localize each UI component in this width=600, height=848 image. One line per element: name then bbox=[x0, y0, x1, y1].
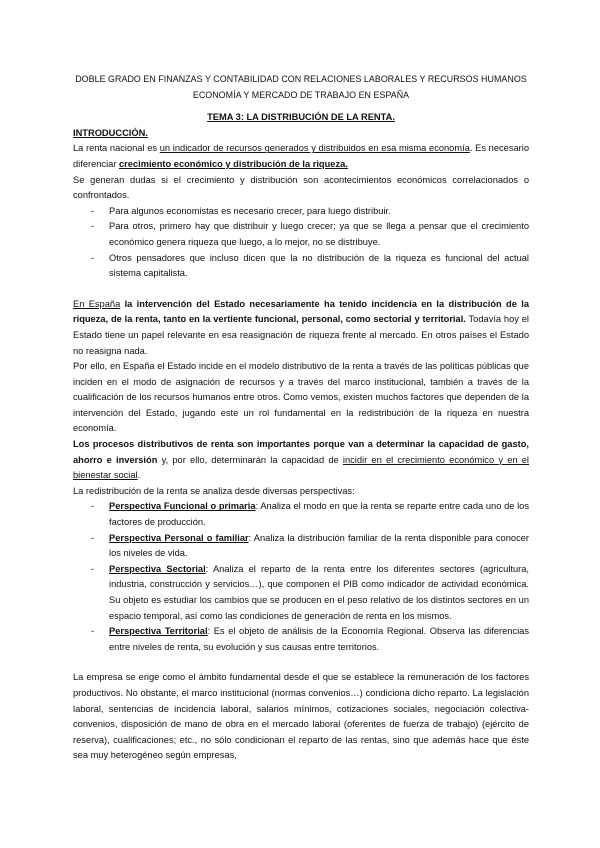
list-item: - Otros pensadores que incluso dicen que la no distribución de la riqueza es funcional del actual sistema capitalista. bbox=[73, 251, 529, 282]
paragraph-procesos bbox=[73, 437, 529, 484]
list-item-sectorial bbox=[73, 562, 529, 624]
bold-text: Los procesos distributivos de renta son importantes porque van a determinar la capacidad de gasto, ahorro e inversión bbox=[73, 439, 529, 465]
opinions-list bbox=[73, 204, 529, 282]
underlined-text: En España bbox=[73, 298, 121, 309]
underlined-text: un indicador de recursos generados y distribuidos en esa misma economía bbox=[159, 143, 470, 154]
text-run: Todavía hoy el Estado tiene un papel relevante en esa reasignación de riqueza frente al mercado. En otros países el Estado no reasigna nada. bbox=[73, 314, 529, 356]
paragraph-empresa: La empresa se erige como el ámbito fundamental desde el que se establece la remuneración de los factores productivos. No obstante, el marco institucional (normas convenios…) condiciona dicho reparto. La legislación laboral, sentencias de incidencia laboral, salarios mínimos, cotizaciones sociales, negociación colectiva-convenios, disposición de mano de obra en el mercado laboral (oferentes de fuerza de trabajo) (ejército de reserva), cualificaciones; etc., no sólo condicionan el reparto de las rentas, sino que además hace que éste sea muy heterogéneo según empresas, bbox=[73, 672, 529, 761]
text-run: . bbox=[137, 470, 141, 481]
paragraph-espana bbox=[73, 297, 529, 359]
definition: : Es el objeto de análisis de la Economía Regional. Observa las diferencias entre niveles de renta, su evolución y sus causas entre territorios. bbox=[109, 626, 529, 652]
paragraph-perspectivas: La redistribución de la renta se analiza desde diversas perspectivas: bbox=[73, 485, 355, 496]
list-item-personal bbox=[73, 531, 529, 562]
definition: : Analiza el modo en que la renta se reparte entre cada uno de los factores de producción. bbox=[109, 501, 530, 528]
paragraph-por-ello: Por ello, en España el Estado incide en el modelo distributivo de la renta a través de las políticas públicas que inciden en el modo de asignación de recursos y a través del marco institucional, también a través de la cualificación de los recursos humanos entre otros. Como vemos, existen muchos factores que dependen de la intervención del Estado, jugando este un rol fundamental en la redistribución de la riqueza en nuestra economía. bbox=[73, 361, 529, 434]
term: Perspectiva Territorial bbox=[109, 626, 208, 637]
list-item: - Para otros, primero hay que distribuir y luego crecer; ya que se llega a pensar que el crecimiento económico genera riqueza que luego, a lo mejor, no se distribuye. bbox=[73, 219, 529, 250]
header-line-1: DOBLE GRADO EN FINANZAS Y CONTABILIDAD CON RELACIONES LABORALES Y RECURSOS HUMANOS bbox=[75, 74, 527, 84]
perspectives-list bbox=[73, 499, 529, 655]
definition: : Analiza la distribución familiar de la renta disponible para conocer los niveles de vida. bbox=[109, 532, 529, 559]
text-run: La renta nacional es bbox=[73, 143, 160, 154]
term: Perspectiva Sectorial bbox=[109, 563, 206, 574]
term: Perspectiva Funcional o primaria bbox=[109, 501, 256, 512]
underlined-text: incidir en el crecimiento económico y en el bienestar social bbox=[73, 454, 529, 481]
text-run: y, por ello, determinarán la capacidad de bbox=[157, 454, 343, 465]
term: Perspectiva Personal o familiar bbox=[109, 532, 249, 543]
degree-header bbox=[73, 72, 529, 103]
section-heading-introduction: INTRODUCCIÓN. bbox=[73, 127, 148, 138]
document-page bbox=[73, 72, 529, 764]
definition: : Analiza el reparto de la renta entre los diferentes sectores (agricultura, industria, construcción y servicios…), que componen el PIB como indicador de actividad económica. Su objeto es estudiar los cambios que se producen en el peso relativo de los distintos sectores en un espacio temporal, así como las condiciones de generación de renta en los mismos. bbox=[109, 563, 529, 621]
bold-text: la intervención del Estado necesariamente ha tenido incidencia en la distribución de la riqueza, de la renta, tanto en la vertiente funcional, personal, como sectorial y territorial. bbox=[73, 298, 529, 325]
list-item-territorial bbox=[73, 624, 529, 655]
bold-underlined-text: crecimiento económico y distribución de la riqueza. bbox=[119, 158, 348, 169]
topic-title: TEMA 3: LA DISTRIBUCIÓN DE LA RENTA. bbox=[207, 112, 395, 123]
text-run: . Es necesario diferenciar bbox=[73, 143, 529, 169]
list-item: - Para algunos economistas es necesario crecer, para luego distribuir. bbox=[73, 204, 529, 220]
header-line-2: ECONOMÍA Y MERCADO DE TRABAJO EN ESPAÑA bbox=[192, 89, 410, 100]
paragraph-renta-nacional bbox=[73, 141, 529, 172]
list-item-funcional bbox=[73, 499, 529, 530]
paragraph-dudas: Se generan dudas si el crecimiento y distribución son acontecimientos económicos correlacionados o confrontados. bbox=[73, 174, 529, 201]
